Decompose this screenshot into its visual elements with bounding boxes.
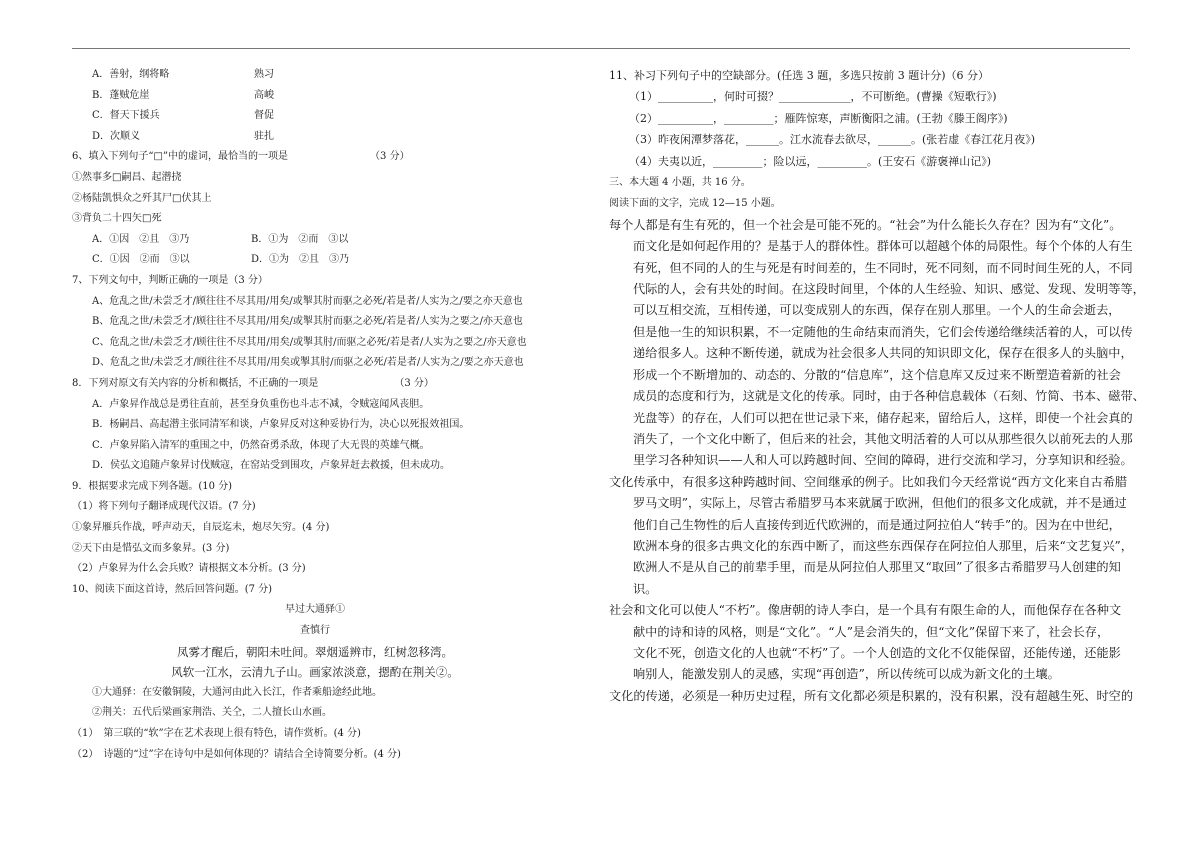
q9-item-2: ②天下由是惜弘文而多象昇。(3 分): [72, 542, 230, 554]
q6-item-3: ③背负二十四矢□死: [72, 213, 162, 225]
q8-option-b: B．杨嗣昌、高起潜主张同清军和谈，卢象昇反对这种妥协行为，决心以死报效祖国。: [92, 419, 470, 431]
q6-options-ab: A．①因 ②且 ③乃 B．①为 ②而 ③以: [92, 233, 349, 245]
left-column: [72, 65, 558, 765]
paragraph-1-line: 代际的人，会有共处的时间。在这段时间里，个体的人生经验、知识、感觉、发现、发明等等，: [633, 282, 1145, 297]
paragraph-2-line: 他们自己生物性的后人直接传到近代欧洲的，而是通过阿拉伯人“转手”的。因为在中世纪，: [633, 517, 1121, 532]
paragraph-1-line: 光盘等）的存在，人们可以把在世记录下来，储存起来，留给后人，这样，即使一个社会真的: [633, 410, 1133, 425]
paragraph-2-line: 欧洲人不是从自己的前辈手里，而是从阿拉伯人那里又“取回”了很多古希腊罗马人创建的知: [633, 560, 1121, 575]
poem-note-1: ①大通驿：在安徽铜陵，大通河由此入长江，作者乘船途经此地。: [92, 686, 382, 698]
poem-author: 查慎行: [300, 625, 330, 637]
paragraph-4-first-line: 文化的传递，必须是一种历史过程，所有文化都必须是积累的，没有积累，没有超越生死、时空的: [609, 688, 1134, 703]
paragraph-1-line: 有死，但不同的人的生与死是有时间差的，生不同时，死不同刻，而不同时间生死的人，不同: [633, 260, 1133, 275]
paragraph-1-line: 递给很多人。这种不断传递，就成为社会很多人共同的知识即文化，保存在很多人的头脑中，: [633, 346, 1133, 361]
q8-option-a: A．卢象昇作战总是勇往直前，甚至身负重伤也斗志不减，令贼寇闻风丧胆。: [92, 398, 430, 410]
q8-option-c: C．卢象昇陷入清军的重围之中，仍然奋勇杀敌，体现了大无畏的英雄气概。: [92, 439, 430, 451]
q11-item-1: （1）__________，何时可掇？_____________，不可断绝。(曹操《短歌行》): [629, 90, 997, 104]
q7-option-a: A、危乱之世/未尝乏才/顾往往不尽其用/用矣/或掣其肘而驱之必死/若是者/人实为之/要之亦天意也: [92, 295, 523, 307]
q9-stem: 9．根据要求完成下列各题。(10 分): [72, 480, 233, 492]
section-3-heading: 三、本大题 4 小题，共 16 分。: [609, 177, 751, 189]
paragraph-1-line: 而文化是如何起作用的？是基于人的群体性。群体可以超越个体的局限性。每个个体的人有生: [633, 239, 1133, 254]
q7-stem: 7、下列文句中，判断正确的一项是（3 分）: [72, 274, 268, 286]
q5-option-c: C．督天下援兵 督促: [92, 110, 274, 122]
reading-intro: 阅读下面的文字，完成 12—15 小题。: [609, 198, 781, 210]
q5-option-b: B．蓬贼危崖 高峻: [92, 89, 274, 101]
paragraph-1-line: 里学习各种知识——人和人可以跨越时间、空间的障碍，进行交流和学习，分享知识和经验。: [633, 453, 1133, 468]
q7-option-c: C、危乱之世/未尝乏才/顾往往不尽其用/用矣/或掣其肘/而驱之必死/若是者/人实为之要之/亦天意也: [92, 336, 527, 348]
paragraph-2-line: 罗马文明”，实际上，尽管古希腊罗马本来就属于欧洲，但他们的很多文化成就，并不是通过: [633, 496, 1127, 511]
q7-option-d: D、危乱之世/未尝乏才/顾往往不尽其用/用矣或掣其肘/而驱之必死/若是者/人实为之/要之亦天意也: [92, 357, 524, 369]
q6-item-1: ①然事多□嗣昌、起潜挠: [72, 171, 182, 183]
q10-stem: 10、阅读下面这首诗，然后回答问题。(7 分): [72, 583, 273, 595]
poem-line-1: 凤雾才醒后，朝阳未吐间。翠烟遥辨市，红树忽移湾。: [177, 644, 453, 659]
q8-option-d: D．侯弘文追随卢象昇讨伐贼寇，在窑站受到围攻，卢象昇赶去救援，但未成功。: [92, 460, 451, 472]
paragraph-1-line: 可以互相交流，互相传递，可以变成别人的东西，保存在别人那里。一个人的生命会逝去，: [633, 303, 1121, 318]
paragraph-3-line: 响别人，能激发别人的灵感，实现“再创造”，所以传统可以成为新文化的土壤。: [633, 667, 1060, 682]
q6-item-2: ②杨陆凯惧众之歼其尸□伏其上: [72, 192, 212, 204]
paragraph-3-line: 献中的诗和诗的风格，则是“文化”。“人”是会消失的，但“文化”保留下来了，社会长存，: [633, 624, 1110, 639]
paragraph-2-first-line: 文化传承中，有很多这种跨越时间、空间继承的例子。比如我们今天经常说“西方文化来自古希腊: [609, 474, 1128, 489]
paragraph-1-first-line: 每个人都是有生有死的，但一个社会是可能不死的。“社会”为什么能长久存在？因为有“文化”。: [609, 217, 1122, 232]
q5-option-d: D．次顺义 驻扎: [92, 130, 274, 142]
paragraph-2-line: 识。: [633, 581, 658, 596]
paragraph-1-line: 消失了，一个文化中断了，但后来的社会，其他文明活着的人可以从那些很久以前死去的人那: [633, 431, 1133, 446]
paragraph-3-line: 文化不死，创造文化的人也就“不朽”了。一个人创造的文化不仅能保留，还能传递，还能影: [633, 645, 1121, 660]
q9-sub-1: （1）将下列句子翻译成现代汉语。(7 分): [72, 501, 256, 513]
paragraph-3-first-line: 社会和文化可以使人“不朽”。像唐朝的诗人李白，是一个具有有限生命的人，而他保存在各种文: [609, 603, 1122, 618]
q8-stem: 8．下列对原文有关内容的分析和概括，不正确的一项是 （3 分）: [72, 377, 434, 389]
q6-options-cd: C．①因 ②而 ③以 D．①为 ②且 ③乃: [92, 254, 350, 266]
poem-note-2: ②荆关：五代后梁画家荆浩、关仝，二人擅长山水画。: [92, 707, 332, 719]
q9-item-1: ①象昇雁兵作战，呼声动天，自辰迄未，炮尽矢穷。(4 分): [72, 522, 330, 534]
q5-option-a: A．善射，纲将略 熟习: [92, 69, 274, 80]
q11-stem: 11、补习下列句子中的空缺部分。(任选 3 题，多选只按前 3 题计分)（6 分）: [609, 69, 990, 82]
paragraph-1-line: 形成一个不断增加的、动态的、分散的“信息库”，这个信息库又反过来不断塑造着新的社会: [633, 367, 1121, 382]
paragraph-1-line: 但是他一生的知识积累，不一定随他的生命结束而消失，它们会传递给继续活着的人，可以传: [633, 324, 1133, 339]
q11-item-2: （2）__________，_________；雁阵惊寒，声断衡阳之浦。(王勃《滕王阁序》): [629, 111, 1008, 125]
page-top-rule: [72, 48, 1130, 49]
right-column: [609, 65, 1145, 707]
q6-stem: 6、填入下列句子“□”中的虚词，最恰当的一项是 （3 分）: [72, 151, 410, 163]
q7-option-b: B、危乱之世/未尝乏才/顾往往不尽其用/用矣/或掣其肘而驱之必死/若是者/人实为之要之/亦天意也: [92, 316, 523, 328]
paragraph-1-line: 成员的态度和行为，这就是文化的传承。同时，由于各种信息载体（石刻、竹简、书本、磁带、: [633, 389, 1145, 404]
q9-sub-2: （2）卢象昇为什么会兵败？请根据文本分析。(3 分): [72, 563, 306, 575]
q10-sub-1: （1） 第三联的“软”字在艺术表现上很有特色，请作赏析。(4 分): [72, 728, 361, 739]
q11-item-3: （3）昨夜闲潭梦落花，______。江水流春去欲尽，______。(张若虚《春江花月夜》): [629, 133, 1036, 147]
poem-line-2: 风软一江水，云清九子山。画家浓淡意，摁酌在荆关②。: [171, 665, 459, 680]
q10-sub-2: （2） 诗题的“过”字在诗句中是如何体现的？请结合全诗简要分析。(4 分): [72, 748, 401, 760]
poem-title: 早过大通驿①: [285, 604, 345, 616]
paragraph-2-line: 欧洲本身的很多古典文化的东西中断了，而这些东西保存在阿拉伯人那里，后来“文艺复兴”，: [633, 538, 1133, 553]
q11-item-4: （4）夫夷以近，_________；险以远，_________。(王安石《游褒禅山记》): [629, 154, 992, 168]
